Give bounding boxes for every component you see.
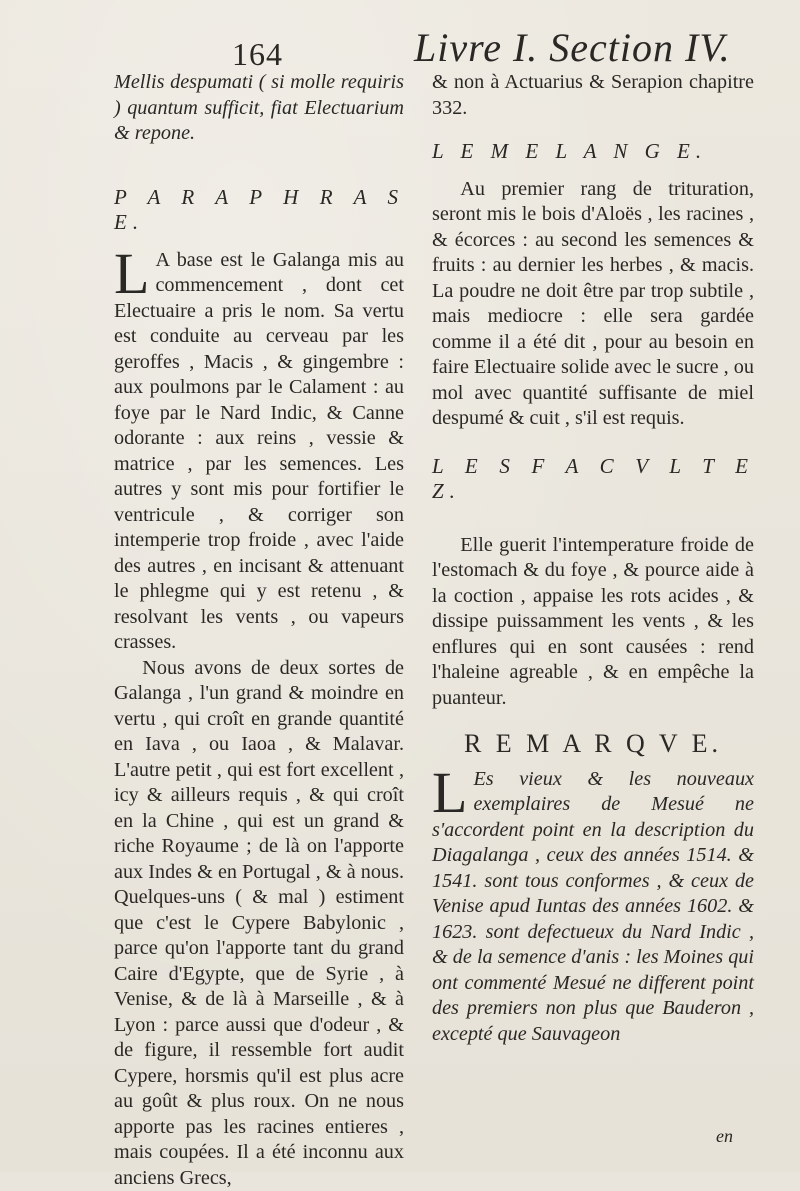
- drop-cap-letter: L: [114, 250, 149, 298]
- section-gap: [432, 432, 754, 454]
- remarque-paragraph: [432, 767, 754, 1048]
- facultez-paragraph: Elle guerit l'intemperature froide de l'estomach & du foye , & pource aide à la coction , appaise les rots acides , & dissipe puissamment les vents , & les enflures qui en sont causées : rend l'haleine agreable , & en empêche la puanteur.: [432, 533, 754, 712]
- page-number: 164: [232, 36, 283, 73]
- catchword: en: [716, 1126, 733, 1147]
- remarque-heading: R E M A R Q V E.: [432, 731, 754, 757]
- right-column: [432, 70, 754, 1047]
- melange-paragraph: Au premier rang de trituration, seront mis le bois d'Aloës , les racines , & écorces : au second les semences & fruits : au dernier les herbes , & macis. La poudre ne doit être par trop subtile , mais mediocre : elle sera gardée comme il a été dit , pour au besoin en faire Electuaire solide avec le sucre , ou mol avec quantité suffisante de miel despumé & cuit , s'il est requis.: [432, 177, 754, 432]
- paraphrase-paragraph-1-text: A base est le Galanga mis au commencement , dont cet Electuaire a pris le nom. Sa vertu est conduite au cerveau par les geroffes , Macis , & gingembre : aux poulmons par le Calament : au foye par le Nard Indic, & Canne odorante : aux reins , vessie & matrice , par les semences. Les autres y sont mis pour fortifier le ventricule , & corriger son intemperie trop froide , avec l'aide des autres , en incisant & attenuant le phlegme qui y est retenu , & resolvant les vents , ou vapeurs crasses.: [114, 249, 404, 654]
- left-column: [114, 70, 404, 1191]
- facultez-heading: L E S F A C V L T E Z.: [432, 454, 754, 505]
- section-gap: [432, 517, 754, 533]
- latin-recipe: Mellis despumati ( si molle requiris ) quantum sufficit, fiat Electuarium & repone.: [114, 70, 404, 147]
- remarque-paragraph-text: Es vieux & les nouveaux exemplaires de Mesué ne s'accordent point en la description du Diagalanga , ceux des années 1514. & 1541. sont tous conformes , & ceux de Venise apud Iuntas des années 1602. & 1623. sont defectueux du Nard Indic , & de la semence d'anis : les Moines qui ont commenté Mesué ne different point des premiers non plus que Bauderon , excepté que Sauvageon: [432, 768, 754, 1045]
- drop-cap-letter: L: [432, 769, 467, 817]
- paraphrase-heading: P A R A P H R A S E.: [114, 185, 404, 236]
- paraphrase-paragraph-1: [114, 248, 404, 656]
- continuation-text: & non à Actuarius & Serapion chapitre 332.: [432, 70, 754, 121]
- paraphrase-paragraph-2: Nous avons de deux sortes de Galanga , l'un grand & moindre en vertu , qui croît en grande quantité en Iava , ou Iaoa , & Malavar. L'autre petit , qui est fort excellent , icy & ailleurs requis , & qui croît en la Chine , qui est un grand & riche Royaume ; de là on l'apporte aux Indes & en Portugal , & à nous. Quelques-uns ( & mal ) estiment que c'est le Cypere Babylonic , parce qu'on l'apporte tant du grand Caire d'Egypte, que de Syrie , à Venise, & de là à Marseille , & à Lyon : parce aussi que d'odeur , & de figure, il ressemble fort audit Cypere, horsmis qu'il est plus acre au goût & plus roux. On ne nous apporte pas les racines entieres , mais coupées. Il a été inconnu aux anciens Grecs,: [114, 656, 404, 1191]
- running-title: Livre I. Section IV.: [414, 24, 731, 71]
- melange-heading: L E M E L A N G E.: [432, 139, 754, 165]
